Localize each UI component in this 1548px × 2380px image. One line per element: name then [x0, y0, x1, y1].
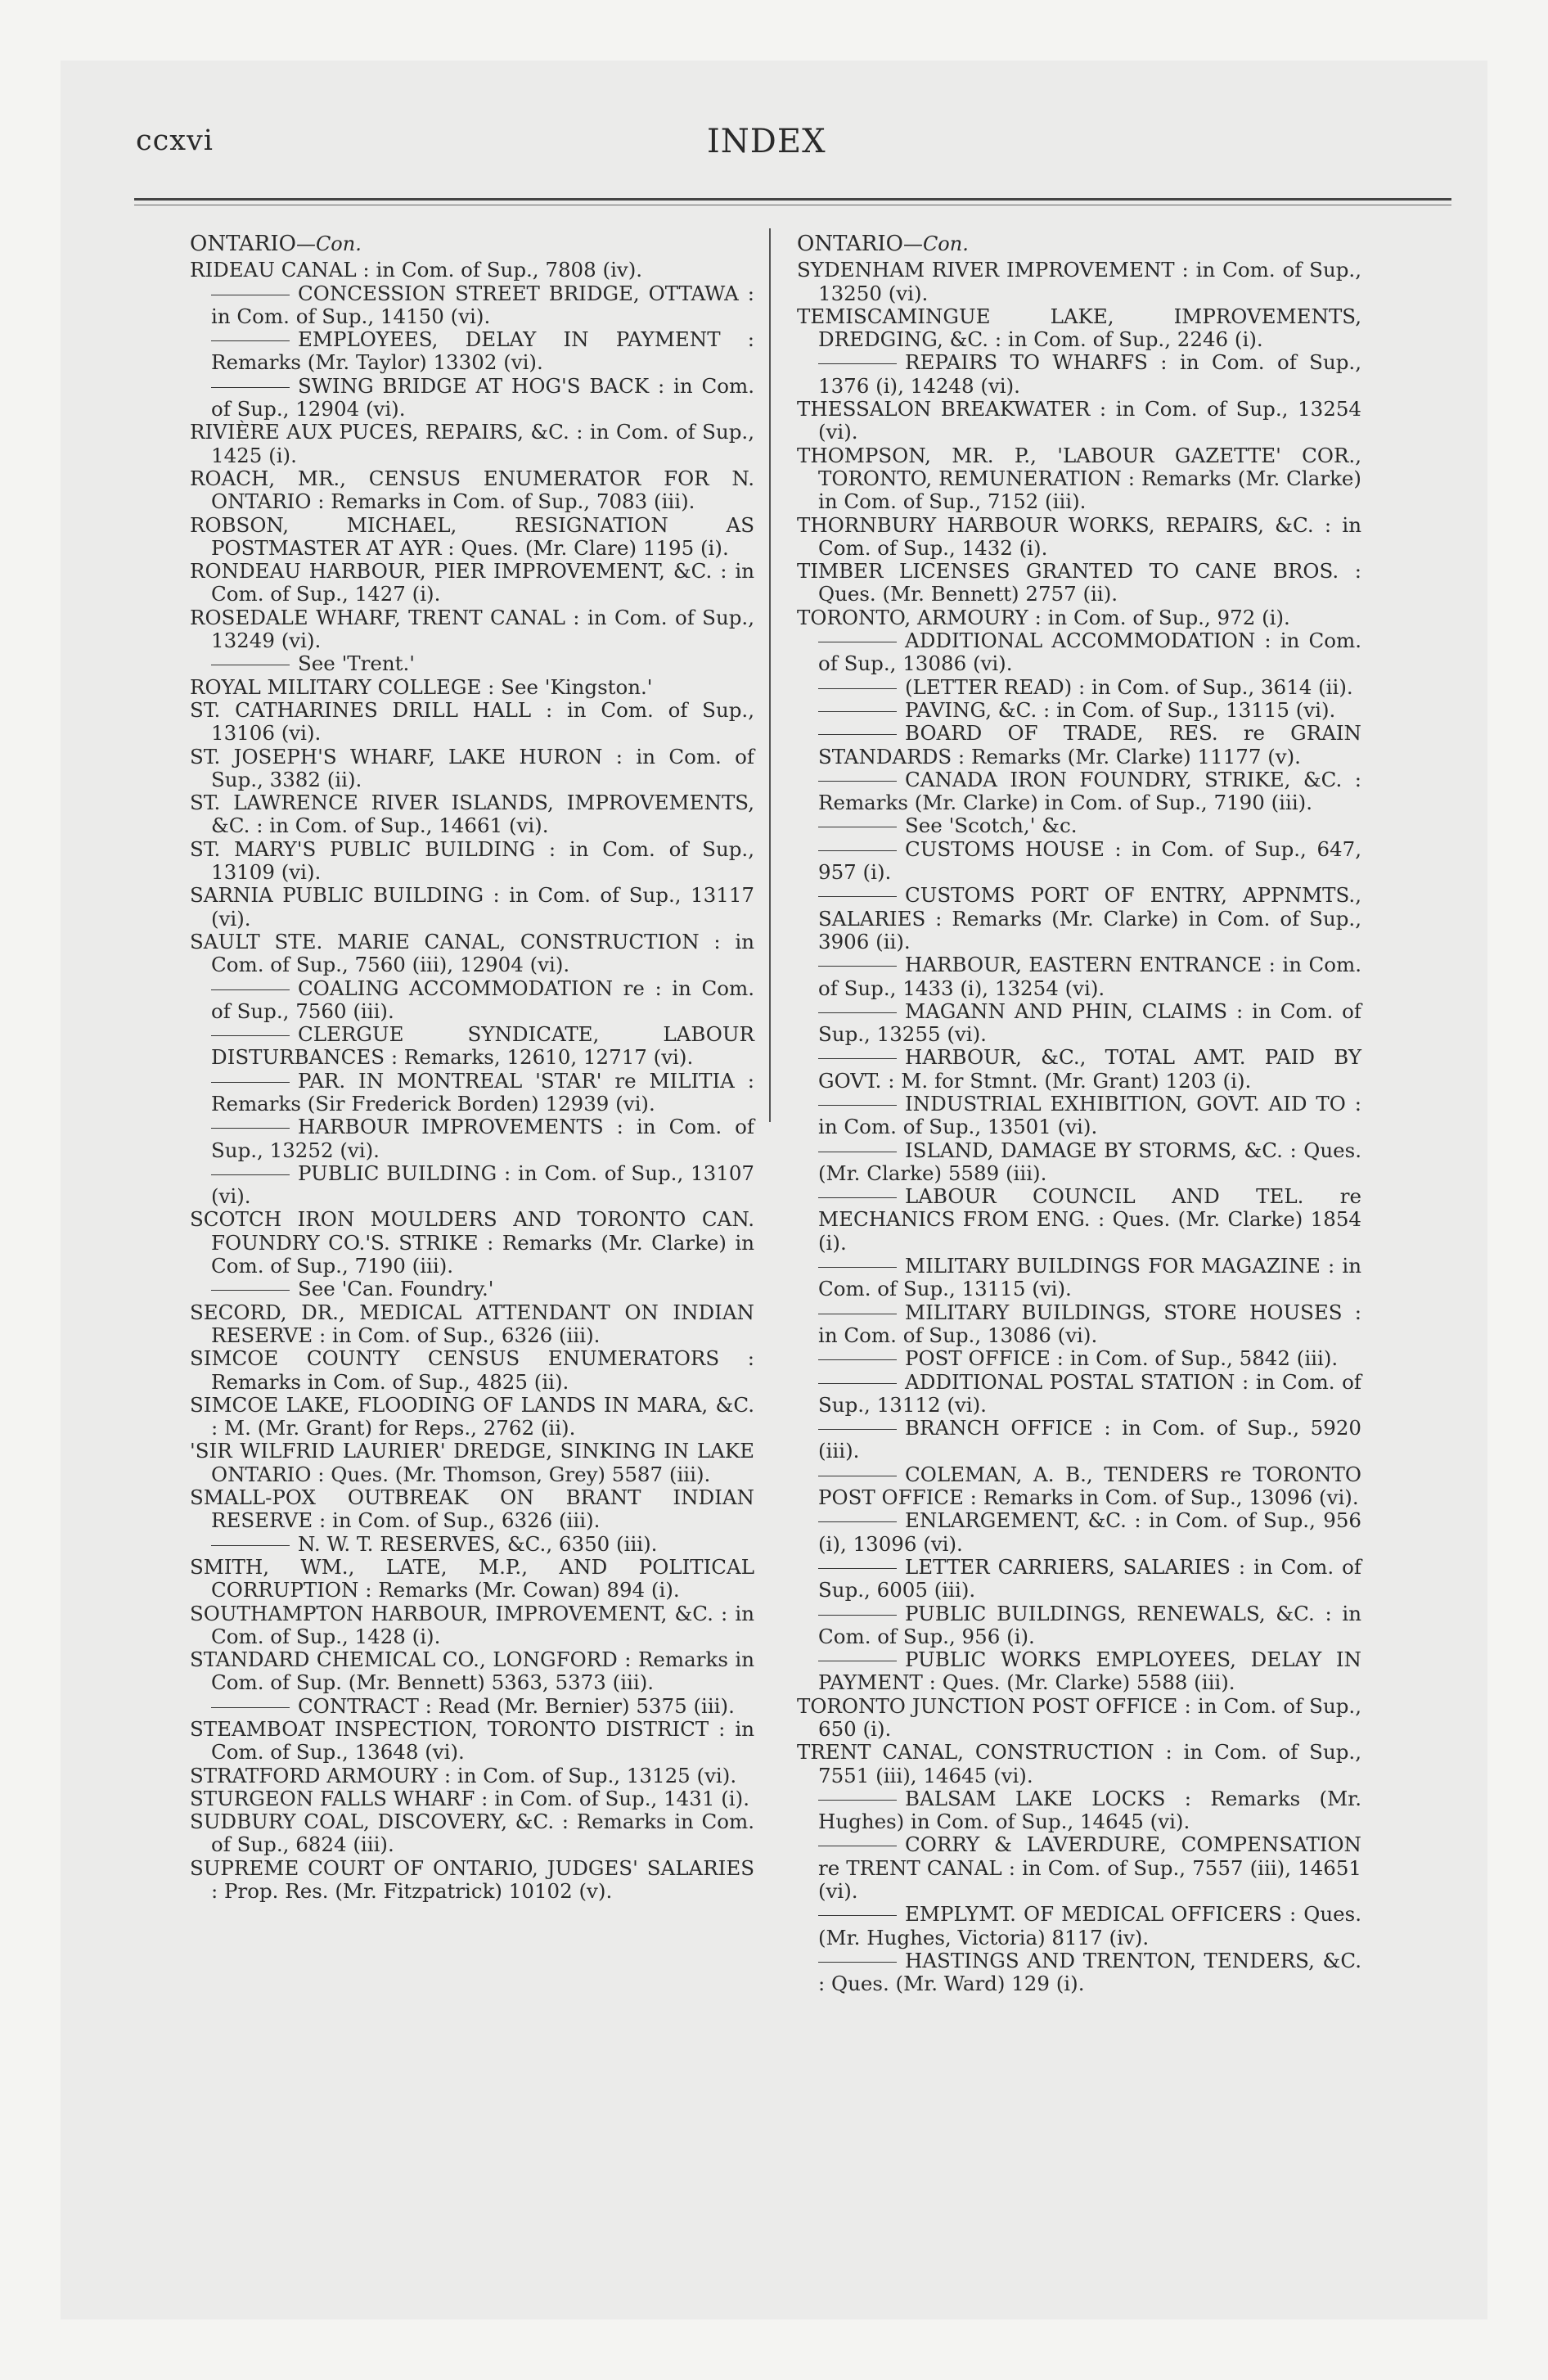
- entry-text: See 'Trent.': [298, 651, 416, 676]
- entry-text: BRANCH OFFICE : in Com. of Sup., 5920 (iii).: [818, 1416, 1361, 1463]
- repeat-dash: [818, 1383, 897, 1384]
- entry-text: CANADA IRON FOUNDRY, STRIKE, &C. : Remarks (Mr. Clarke) in Com. of Sup., 7190 (iii).: [818, 767, 1361, 815]
- page-number: ccxvi: [136, 124, 214, 157]
- index-subentry: [190, 282, 754, 329]
- left-column: [190, 232, 754, 1903]
- entry-text: CUSTOMS HOUSE : in Com. of Sup., 647, 957 (i).: [818, 836, 1361, 885]
- entry-text: POST OFFICE : in Com. of Sup., 5842 (iii).: [905, 1346, 1339, 1371]
- index-entry: [797, 398, 1361, 444]
- entry-text: PAVING, &C. : in Com. of Sup., 13115 (vi).: [905, 697, 1336, 722]
- repeat-dash: [818, 1521, 897, 1522]
- index-subentry: [797, 1903, 1361, 1950]
- column-divider: [769, 228, 771, 1122]
- scanned-page: [61, 61, 1487, 2319]
- entry-text: MILITARY BUILDINGS FOR MAGAZINE : in Com. of Sup., 13115 (vi).: [818, 1254, 1361, 1301]
- entry-text: LETTER CARRIERS, SALARIES : in Com. of Sup., 6005 (iii).: [818, 1554, 1361, 1602]
- index-entry: [190, 1787, 754, 1810]
- index-entry: [190, 606, 754, 653]
- index-subentry: [190, 1023, 754, 1070]
- index-subentry: [797, 1301, 1361, 1348]
- index-entry: [797, 606, 1361, 629]
- index-subentry: [797, 1509, 1361, 1556]
- header-rule: [134, 198, 1451, 201]
- entry-text: HASTINGS AND TRENTON, TENDERS, &C. : Ques. (Mr. Ward) 129 (i).: [818, 1948, 1361, 1996]
- index-entry: [190, 1394, 754, 1440]
- index-subentry: [797, 838, 1361, 885]
- entry-text: TORONTO, ARMOURY : in Com. of Sup., 972 (i).: [797, 605, 1290, 629]
- entry-text: STRATFORD ARMOURY : in Com. of Sup., 13125 (vi).: [190, 1763, 737, 1787]
- repeat-dash: [211, 340, 290, 341]
- index-subentry: [797, 629, 1361, 676]
- entry-text: STURGEON FALLS WHARF : in Com. of Sup., 1431 (i).: [190, 1786, 749, 1810]
- entry-text: STEAMBOAT INSPECTION, TORONTO DISTRICT : in Com. of Sup., 13648 (vi).: [190, 1717, 754, 1765]
- repeat-dash: [818, 1615, 897, 1616]
- index-entry: [190, 1765, 754, 1787]
- entry-text: PAR. IN MONTREAL 'STAR' re MILITIA : Remarks (Sir Frederick Borden) 12939 (vi).: [211, 1068, 754, 1116]
- index-subentry: [797, 884, 1361, 953]
- repeat-dash: [818, 688, 897, 689]
- repeat-dash: [818, 734, 897, 735]
- index-entry: [190, 1857, 754, 1904]
- entry-text: RIVIÈRE AUX PUCES, REPAIRS, &C. : in Com. of Sup., 1425 (i).: [190, 420, 754, 467]
- entry-text: CLERGUE SYNDICATE, LABOUR DISTURBANCES : Remarks, 12610, 12717 (vi).: [211, 1022, 754, 1070]
- index-entries: [797, 259, 1361, 1995]
- entry-text: SUPREME COURT OF ONTARIO, JUDGES' SALARIES : Prop. Res. (Mr. Fitzpatrick) 10102 (v).: [190, 1855, 754, 1904]
- repeat-dash: [818, 1058, 897, 1059]
- entry-text: See 'Scotch,' &c.: [905, 814, 1078, 838]
- entry-text: SYDENHAM RIVER IMPROVEMENT : in Com. of Sup., 13250 (vi).: [797, 258, 1361, 305]
- index-subentry: [797, 769, 1361, 815]
- entry-text: THORNBURY HARBOUR WORKS, REPAIRS, &C. : in Com. of Sup., 1432 (i).: [797, 512, 1361, 560]
- index-entry: [797, 305, 1361, 352]
- index-entry: [190, 746, 754, 792]
- entry-text: PUBLIC BUILDING : in Com. of Sup., 13107 (vi).: [211, 1161, 754, 1209]
- entry-text: ROSEDALE WHARF, TRENT CANAL : in Com. of Sup., 13249 (vi).: [190, 605, 754, 653]
- index-entry: [797, 560, 1361, 606]
- index-subentry: [190, 1533, 754, 1556]
- repeat-dash: [818, 1359, 897, 1360]
- index-entry: [190, 676, 754, 699]
- entry-text: THESSALON BREAKWATER : in Com. of Sup., 13254 (vi).: [797, 397, 1361, 444]
- entry-text: 'SIR WILFRID LAURIER' DREDGE, SINKING IN LAKE ONTARIO : Ques. (Mr. Thomson, Grey) 5587 (iii).: [190, 1439, 754, 1486]
- entry-text: SMITH, WM., LATE, M.P., AND POLITICAL CORRUPTION : Remarks (Mr. Cowan) 894 (i).: [190, 1554, 754, 1602]
- index-subentry: [190, 1116, 754, 1162]
- entry-text: COLEMAN, A. B., TENDERS re TORONTO POST OFFICE : Remarks in Com. of Sup., 13096 (vi).: [818, 1462, 1361, 1510]
- entry-text: LABOUR COUNCIL AND TEL. re MECHANICS FROM ENG. : Ques. (Mr. Clarke) 1854 (i).: [818, 1184, 1361, 1255]
- entry-text: ST. MARY'S PUBLIC BUILDING : in Com. of Sup., 13109 (vi).: [190, 836, 754, 885]
- index-subentry: [797, 351, 1361, 398]
- index-subentry: [190, 1162, 754, 1209]
- right-column: [797, 232, 1361, 1996]
- index-subentry: [797, 1648, 1361, 1695]
- index-entry: [190, 791, 754, 838]
- entry-text: CORRY & LAVERDURE, COMPENSATION re TRENT CANAL : in Com. of Sup., 7557 (iii), 14651 (vi).: [818, 1832, 1361, 1904]
- repeat-dash: [211, 1082, 290, 1083]
- index-entry: [190, 1602, 754, 1649]
- entry-text: ADDITIONAL POSTAL STATION : in Com. of Sup., 13112 (vi).: [818, 1369, 1361, 1417]
- repeat-dash: [818, 896, 897, 897]
- entry-text: ST. LAWRENCE RIVER ISLANDS, IMPROVEMENTS, &C. : in Com. of Sup., 14661 (vi).: [190, 791, 754, 838]
- repeat-dash: [818, 1429, 897, 1430]
- entry-text: COALING ACCOMMODATION re : in Com. of Sup., 7560 (iii).: [211, 976, 754, 1023]
- index-entry: [190, 560, 754, 606]
- entry-text: HARBOUR IMPROVEMENTS : in Com. of Sup., 13252 (vi).: [211, 1115, 754, 1162]
- repeat-dash: [818, 711, 897, 712]
- entry-text: REPAIRS TO WHARFS : in Com. of Sup., 1376 (i), 14248 (vi).: [818, 350, 1361, 398]
- index-entry: [190, 1208, 754, 1278]
- index-entry: [190, 838, 754, 885]
- index-entry: [190, 699, 754, 746]
- index-entry: [190, 884, 754, 931]
- repeat-dash: [211, 1290, 290, 1291]
- index-subentry: [797, 1787, 1361, 1834]
- index-entry: [797, 444, 1361, 514]
- index-subentry: [797, 814, 1361, 837]
- entry-text: SCOTCH IRON MOULDERS AND TORONTO CAN. FOUNDRY CO.'S. STRIKE : Remarks (Mr. Clarke) in Com. of Sup., 7190 (iii).: [190, 1207, 754, 1278]
- index-entry: [190, 1648, 754, 1695]
- repeat-dash: [818, 850, 897, 851]
- index-entry: [190, 421, 754, 467]
- repeat-dash: [818, 966, 897, 967]
- index-subentry: [797, 1463, 1361, 1510]
- entry-text: ADDITIONAL ACCOMMODATION : in Com. of Sup., 13086 (vi).: [818, 629, 1361, 676]
- entry-text: MAGANN AND PHIN, CLAIMS : in Com. of Sup., 13255 (vi).: [818, 998, 1361, 1047]
- entry-text: CUSTOMS PORT OF ENTRY, APPNMTS., SALARIES : Remarks (Mr. Clarke) in Com. of Sup., 3906 (ii).: [818, 883, 1361, 953]
- index-entry: [797, 1741, 1361, 1787]
- index-entries: [190, 259, 754, 1903]
- index-entry: [797, 514, 1361, 561]
- entry-text: BALSAM LAKE LOCKS : Remarks (Mr. Hughes) in Com. of Sup., 14645 (vi).: [818, 1786, 1361, 1834]
- index-subentry: [797, 1833, 1361, 1903]
- index-subentry: [190, 375, 754, 421]
- entry-text: ROACH, MR., CENSUS ENUMERATOR FOR N. ONTARIO : Remarks in Com. of Sup., 7083 (iii).: [190, 466, 754, 514]
- entry-text: SIMCOE COUNTY CENSUS ENUMERATORS : Remarks in Com. of Sup., 4825 (ii).: [190, 1346, 754, 1394]
- entry-text: PUBLIC WORKS EMPLOYEES, DELAY IN PAYMENT : Ques. (Mr. Clarke) 5588 (iii).: [818, 1648, 1361, 1695]
- index-entry: [190, 467, 754, 514]
- index-subentry: [190, 1695, 754, 1718]
- entry-text: SECORD, DR., MEDICAL ATTENDANT ON INDIAN RESERVE : in Com. of Sup., 6326 (iii).: [190, 1300, 754, 1347]
- repeat-dash: [211, 1128, 290, 1129]
- index-entry: [190, 259, 754, 282]
- entry-text: ENLARGEMENT, &C. : in Com. of Sup., 956 (i), 13096 (vi).: [818, 1508, 1361, 1556]
- entry-text: RIDEAU CANAL : in Com. of Sup., 7808 (iv).: [190, 258, 643, 282]
- entry-text: SIMCOE LAKE, FLOODING OF LANDS IN MARA, &C. : M. (Mr. Grant) for Reps., 2762 (ii).: [190, 1392, 754, 1440]
- index-entry: [190, 514, 754, 561]
- repeat-dash: [211, 1545, 290, 1546]
- index-entry: [190, 1301, 754, 1348]
- entry-text: SWING BRIDGE AT HOG'S BACK : in Com. of Sup., 12904 (vi).: [211, 373, 754, 421]
- index-entry: [190, 1556, 754, 1602]
- entry-text: CONTRACT : Read (Mr. Bernier) 5375 (iii).: [298, 1693, 735, 1718]
- index-subentry: [797, 1093, 1361, 1139]
- index-subentry: [797, 676, 1361, 699]
- index-entry: [190, 1486, 754, 1533]
- index-entry: [190, 1718, 754, 1765]
- page-title: INDEX: [707, 123, 826, 160]
- index-subentry: [797, 1371, 1361, 1418]
- index-subentry: [190, 977, 754, 1024]
- entry-text: ROBSON, MICHAEL, RESIGNATION AS POSTMASTER AT AYR : Ques. (Mr. Clare) 1195 (i).: [190, 512, 754, 560]
- repeat-dash: [818, 1800, 897, 1801]
- entry-text: RONDEAU HARBOUR, PIER IMPROVEMENT, &C. : in Com. of Sup., 1427 (i).: [190, 559, 754, 606]
- index-entry: [190, 1810, 754, 1857]
- index-subentry: [797, 1000, 1361, 1047]
- entry-text: See 'Can. Foundry.': [298, 1277, 494, 1301]
- entry-text: HARBOUR, EASTERN ENTRANCE : in Com. of Sup., 1433 (i), 13254 (vi).: [818, 953, 1361, 1000]
- repeat-dash: [818, 1915, 897, 1916]
- entry-text: PUBLIC BUILDINGS, RENEWALS, &C. : in Com. of Sup., 956 (i).: [818, 1601, 1361, 1648]
- repeat-dash: [818, 1962, 897, 1963]
- repeat-dash: [211, 1707, 290, 1708]
- repeat-dash: [211, 989, 290, 990]
- entry-text: ROYAL MILITARY COLLEGE : See 'Kingston.': [190, 674, 653, 699]
- entry-text: ISLAND, DAMAGE BY STORMS, &C. : Ques. (Mr. Clarke) 5589 (iii).: [818, 1138, 1361, 1185]
- entry-text: HARBOUR, &C., TOTAL AMT. PAID BY GOVT. : M. for Stmnt. (Mr. Grant) 1203 (i).: [818, 1045, 1361, 1093]
- entry-text: THOMPSON, MR. P., 'LABOUR GAZETTE' COR., TORONTO, REMUNERATION : Remarks (Mr. Clarke) in Com. of Sup., 7152 (iii).: [797, 443, 1361, 514]
- index-entry: [190, 1347, 754, 1394]
- index-subentry: [190, 328, 754, 375]
- index-subentry: [797, 1602, 1361, 1649]
- index-entry: [797, 259, 1361, 305]
- index-subentry: [797, 1185, 1361, 1255]
- index-subentry: [797, 1255, 1361, 1301]
- index-subentry: [797, 722, 1361, 769]
- index-subentry: [797, 1950, 1361, 1996]
- index-subentry: [797, 699, 1361, 722]
- repeat-dash: [211, 1174, 290, 1175]
- repeat-dash: [818, 1012, 897, 1013]
- index-subentry: [190, 1278, 754, 1300]
- entry-text: INDUSTRIAL EXHIBITION, GOVT. AID TO : in Com. of Sup., 13501 (vi).: [818, 1091, 1361, 1139]
- entry-text: SMALL-POX OUTBREAK ON BRANT INDIAN RESERVE : in Com. of Sup., 6326 (iii).: [190, 1485, 754, 1533]
- entry-text: EMPLYMT. OF MEDICAL OFFICERS : Ques. (Mr. Hughes, Victoria) 8117 (iv).: [818, 1902, 1361, 1950]
- column-heading: ONTARIO—Con.: [797, 232, 969, 256]
- entry-text: CONCESSION STREET BRIDGE, OTTAWA : in Com. of Sup., 14150 (vi).: [211, 281, 754, 328]
- entry-text: SUDBURY COAL, DISCOVERY, &C. : Remarks in Com. of Sup., 6824 (iii).: [190, 1810, 754, 1857]
- index-subentry: [797, 953, 1361, 1000]
- repeat-dash: [818, 1267, 897, 1268]
- entry-text: STANDARD CHEMICAL CO., LONGFORD : Remarks in Com. of Sup. (Mr. Bennett) 5363, 5373 (iii).: [190, 1648, 754, 1695]
- index-entry: [797, 1695, 1361, 1742]
- index-entry: [190, 1440, 754, 1486]
- index-subentry: [190, 652, 754, 675]
- entry-text: TEMISCAMINGUE LAKE, IMPROVEMENTS, DREDGING, &C. : in Com. of Sup., 2246 (i).: [797, 304, 1361, 352]
- repeat-dash: [818, 781, 897, 782]
- index-subentry: [797, 1556, 1361, 1602]
- entry-text: SOUTHAMPTON HARBOUR, IMPROVEMENT, &C. : in Com. of Sup., 1428 (i).: [190, 1601, 754, 1648]
- entry-text: (LETTER READ) : in Com. of Sup., 3614 (ii).: [905, 674, 1353, 699]
- entry-text: SAULT STE. MARIE CANAL, CONSTRUCTION : in Com. of Sup., 7560 (iii), 12904 (vi).: [190, 929, 754, 977]
- repeat-dash: [818, 1568, 897, 1569]
- entry-text: BOARD OF TRADE, RES. re GRAIN STANDARDS : Remarks (Mr. Clarke) 11177 (v).: [818, 721, 1361, 769]
- repeat-dash: [818, 1197, 897, 1198]
- repeat-dash: [818, 1105, 897, 1106]
- column-heading: ONTARIO—Con.: [190, 232, 362, 256]
- entry-text: N. W. T. RESERVES, &C., 6350 (iii).: [298, 1531, 658, 1556]
- index-subentry: [797, 1347, 1361, 1370]
- repeat-dash: [211, 1035, 290, 1036]
- entry-text: ST. CATHARINES DRILL HALL : in Com. of Sup., 13106 (vi).: [190, 697, 754, 746]
- entry-text: ST. JOSEPH'S WHARF, LAKE HURON : in Com. of Sup., 3382 (ii).: [190, 744, 754, 791]
- entry-text: MILITARY BUILDINGS, STORE HOUSES : in Com. of Sup., 13086 (vi).: [818, 1300, 1361, 1347]
- repeat-dash: [211, 387, 290, 388]
- repeat-dash: [818, 363, 897, 364]
- entry-text: SARNIA PUBLIC BUILDING : in Com. of Sup., 13117 (vi).: [190, 883, 754, 931]
- entry-text: TORONTO JUNCTION POST OFFICE : in Com. of Sup., 650 (i).: [797, 1693, 1361, 1741]
- index-entry: [190, 931, 754, 977]
- index-subentry: [797, 1139, 1361, 1186]
- entry-text: TIMBER LICENSES GRANTED TO CANE BROS. : Ques. (Mr. Bennett) 2757 (ii).: [797, 559, 1361, 606]
- entry-text: EMPLOYEES, DELAY IN PAYMENT : Remarks (Mr. Taylor) 13302 (vi).: [211, 327, 754, 375]
- index-subentry: [797, 1046, 1361, 1093]
- entry-text: TRENT CANAL, CONSTRUCTION : in Com. of Sup., 7551 (iii), 14645 (vi).: [797, 1740, 1361, 1787]
- index-subentry: [797, 1417, 1361, 1463]
- index-subentry: [190, 1070, 754, 1116]
